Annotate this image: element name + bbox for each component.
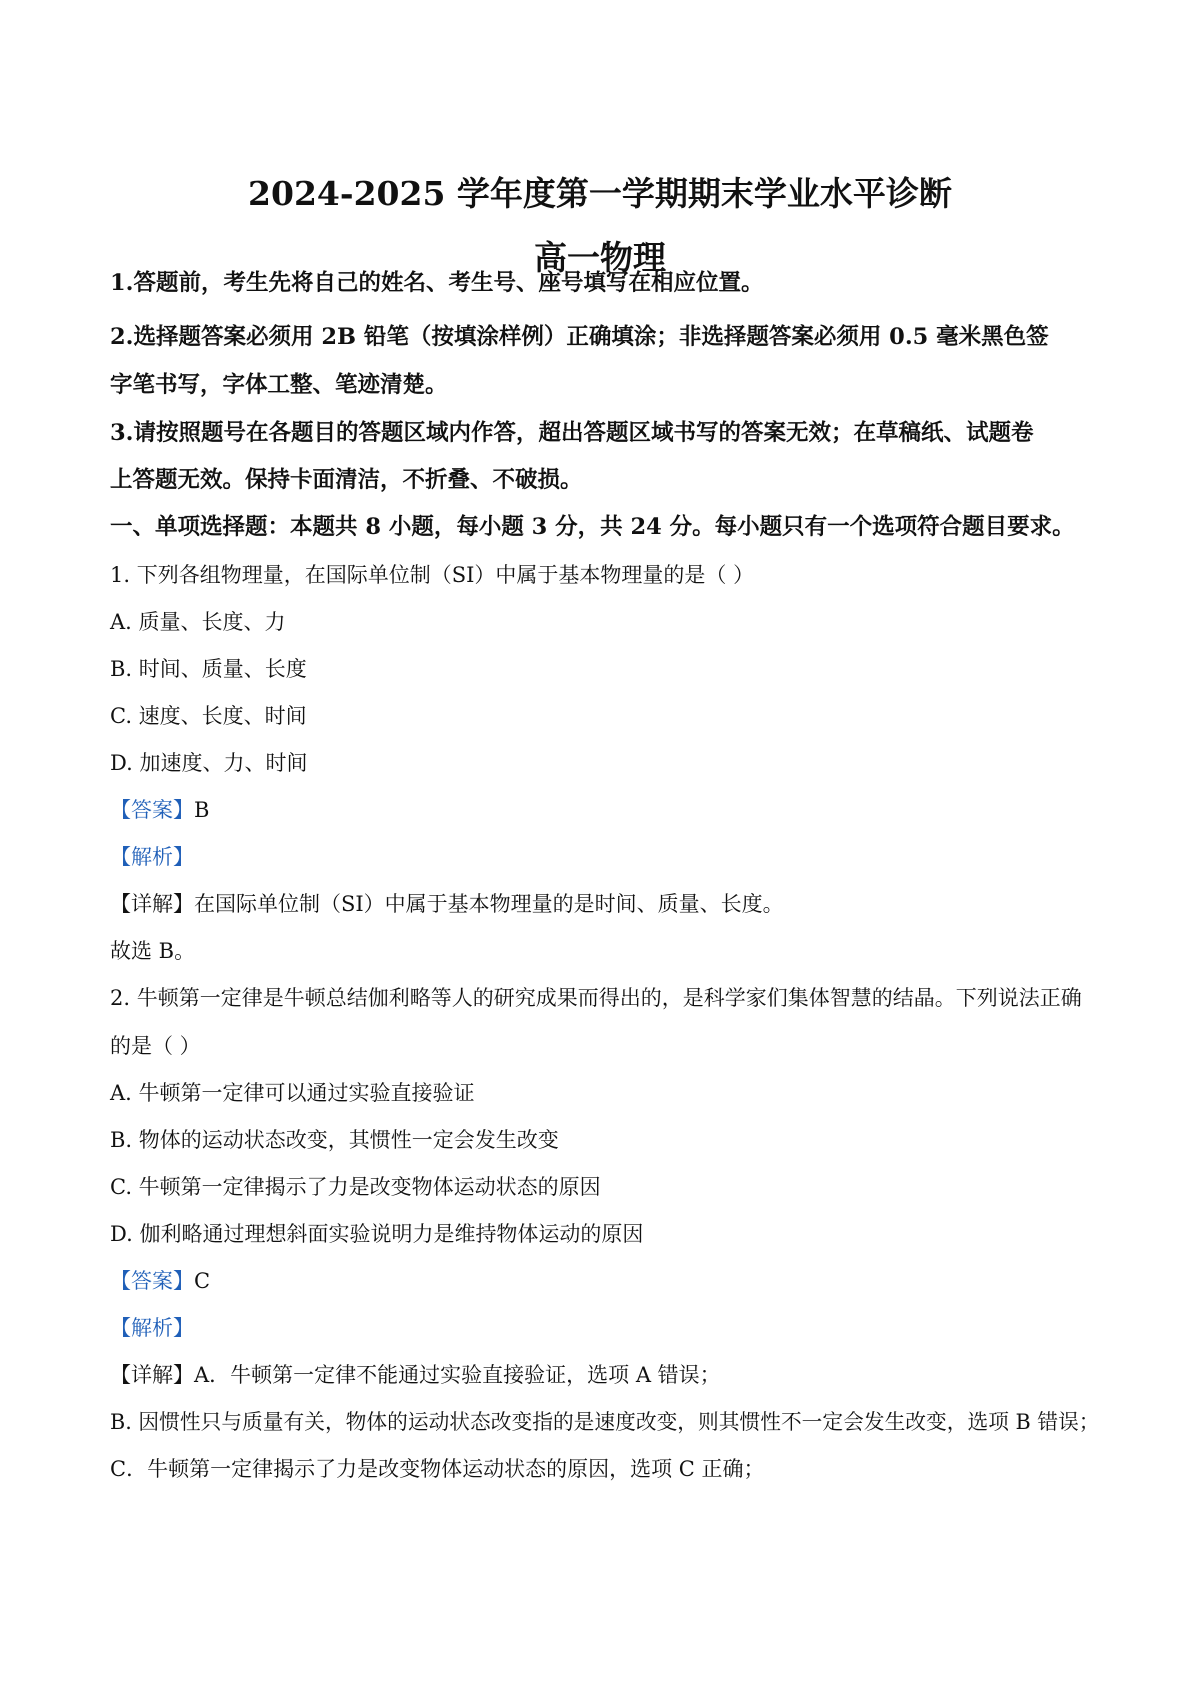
q1-detail bbox=[110, 889, 784, 919]
detail-tag: 【详解】 bbox=[110, 1363, 194, 1387]
instruction-1: 1.答题前，考生先将自己的姓名、考生号、座号填写在相应位置。 bbox=[110, 270, 764, 296]
instruction-2-cont: 字笔书写，字体工整、笔迹清楚。 bbox=[110, 372, 448, 398]
answer-tag: 【答案】 bbox=[110, 798, 194, 822]
q2-option-c: C. 牛顿第一定律揭示了力是改变物体运动状态的原因 bbox=[110, 1175, 601, 1199]
q1-option-a: A. 质量、长度、力 bbox=[110, 610, 286, 634]
instruction-3: 3.请按照题号在各题目的答题区域内作答，超出答题区域书写的答案无效；在草稿纸、试题卷 bbox=[110, 420, 1034, 446]
exam-title: 2024-2025 学年度第一学期期末学业水平诊断 bbox=[248, 174, 952, 213]
answer-value: C bbox=[194, 1269, 211, 1293]
section-heading: 一、单项选择题：本题共 8 小题，每小题 3 分，共 24 分。每小题只有一个选项符合题目要求。 bbox=[110, 514, 1075, 540]
answer-tag: 【答案】 bbox=[110, 1269, 194, 1293]
q2-detail-a bbox=[110, 1360, 721, 1390]
q2-option-a: A. 牛顿第一定律可以通过实验直接验证 bbox=[110, 1081, 475, 1105]
q1-answer bbox=[110, 795, 209, 825]
q2-answer bbox=[110, 1266, 210, 1296]
analysis-tag: 【解析】 bbox=[110, 845, 194, 869]
q1-option-d: D. 加速度、力、时间 bbox=[110, 751, 308, 775]
detail-text: 在国际单位制（SI）中属于基本物理量的是时间、质量、长度。 bbox=[194, 892, 784, 916]
analysis-tag: 【解析】 bbox=[110, 1316, 194, 1340]
instruction-2: 2.选择题答案必须用 2B 铅笔（按填涂样例）正确填涂；非选择题答案必须用 0.5 毫米黑色签 bbox=[110, 324, 1049, 350]
q1-option-b: B. 时间、质量、长度 bbox=[110, 657, 307, 681]
question-2-stem-cont: 的是（ ） bbox=[110, 1034, 201, 1058]
q1-analysis bbox=[110, 842, 194, 872]
instruction-3-cont: 上答题无效。保持卡面清洁，不折叠、不破损。 bbox=[110, 467, 583, 493]
question-2-stem: 2. 牛顿第一定律是牛顿总结伽利略等人的研究成果而得出的，是科学家们集体智慧的结晶。下列说法正确 bbox=[110, 986, 1082, 1010]
q1-conclusion: 故选 B。 bbox=[110, 939, 196, 963]
q1-option-c: C. 速度、长度、时间 bbox=[110, 704, 307, 728]
q2-option-d: D. 伽利略通过理想斜面实验说明力是维持物体运动的原因 bbox=[110, 1222, 644, 1246]
q2-detail-b: B. 因惯性只与质量有关，物体的运动状态改变指的是速度改变，则其惯性不一定会发生改变，选项 B 错误； bbox=[110, 1410, 1100, 1434]
answer-value: B bbox=[194, 798, 210, 822]
exam-subject: 高一物理 bbox=[534, 238, 666, 277]
detail-text: A．牛顿第一定律不能通过实验直接验证，选项 A 错误； bbox=[194, 1363, 721, 1387]
question-1-stem: 1. 下列各组物理量，在国际单位制（SI）中属于基本物理量的是（ ） bbox=[110, 563, 755, 587]
q2-option-b: B. 物体的运动状态改变，其惯性一定会发生改变 bbox=[110, 1128, 559, 1152]
q2-detail-c: C．牛顿第一定律揭示了力是改变物体运动状态的原因，选项 C 正确； bbox=[110, 1457, 765, 1481]
detail-tag: 【详解】 bbox=[110, 892, 194, 916]
q2-analysis bbox=[110, 1313, 194, 1343]
